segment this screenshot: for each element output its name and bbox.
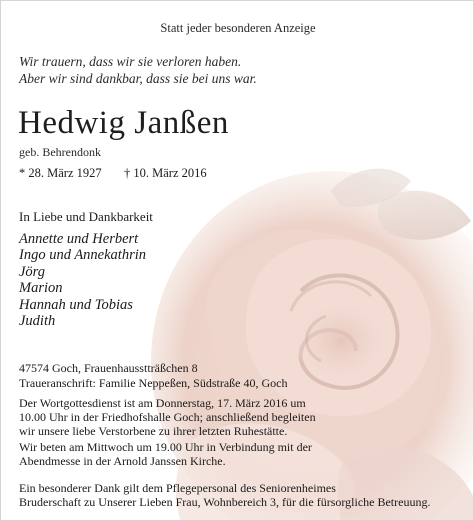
memorial-quote <box>19 53 257 87</box>
address-line: 47574 Goch, Frauenhausstträßchen 8 <box>19 361 198 375</box>
text-line: Der Wortgottesdienst ist am Donnerstag, 17. März 2016 um <box>19 396 306 410</box>
text-line: Wir beten am Mittwoch um 19.00 Uhr in Verbindung mit der <box>19 440 312 454</box>
prayer-paragraph <box>19 440 312 468</box>
text-line: Abendmesse in der Arnold Janssen Kirche. <box>19 454 226 469</box>
mourner-name: Judith <box>19 313 56 330</box>
mourner-name: Annette und Herbert <box>19 231 139 247</box>
text-line: 10.00 Uhr in der Friedhofshalle Goch; anschließend begleiten <box>19 410 316 425</box>
death-date: † 10. März 2016 <box>124 166 207 180</box>
mourners-list <box>19 231 146 329</box>
quote-line: Aber wir sind dankbar, dass sie bei uns war. <box>19 71 257 86</box>
address-line: Traueranschrift: Familie Neppeßen, Südstraße 40, Goch <box>19 375 288 390</box>
birth-date: * 28. März 1927 <box>19 166 102 180</box>
address-block <box>19 361 288 390</box>
service-paragraph <box>19 396 316 439</box>
header-note: Statt jeder besonderen Anzeige <box>160 21 316 35</box>
mourner-name: Jörg <box>19 263 46 280</box>
dedication: In Liebe und Dankbarkeit <box>19 209 153 224</box>
text-line: wir unsere liebe Verstorbene zu ihrer letzten Ruhestätte. <box>19 424 288 439</box>
notice-content <box>1 1 473 520</box>
birth-name: geb. Behrendonk <box>19 145 101 159</box>
text-line: Bruderschaft zu Unserer Lieben Frau, Wohnbereich 3, für die fürsorgliche Betreuung. <box>19 495 431 510</box>
text-line: Ein besonderer Dank gilt dem Pflegepersonal des Seniorenheimes <box>19 481 336 495</box>
mourner-name: Ingo und Annekathrin <box>19 247 146 264</box>
deceased-name: Hedwig Janßen <box>18 105 229 141</box>
mourner-name: Marion <box>19 280 63 297</box>
thanks-paragraph <box>19 481 430 509</box>
mourner-name: Hannah und Tobias <box>19 296 133 313</box>
quote-line: Wir trauern, dass wir sie verloren haben. <box>19 54 242 69</box>
